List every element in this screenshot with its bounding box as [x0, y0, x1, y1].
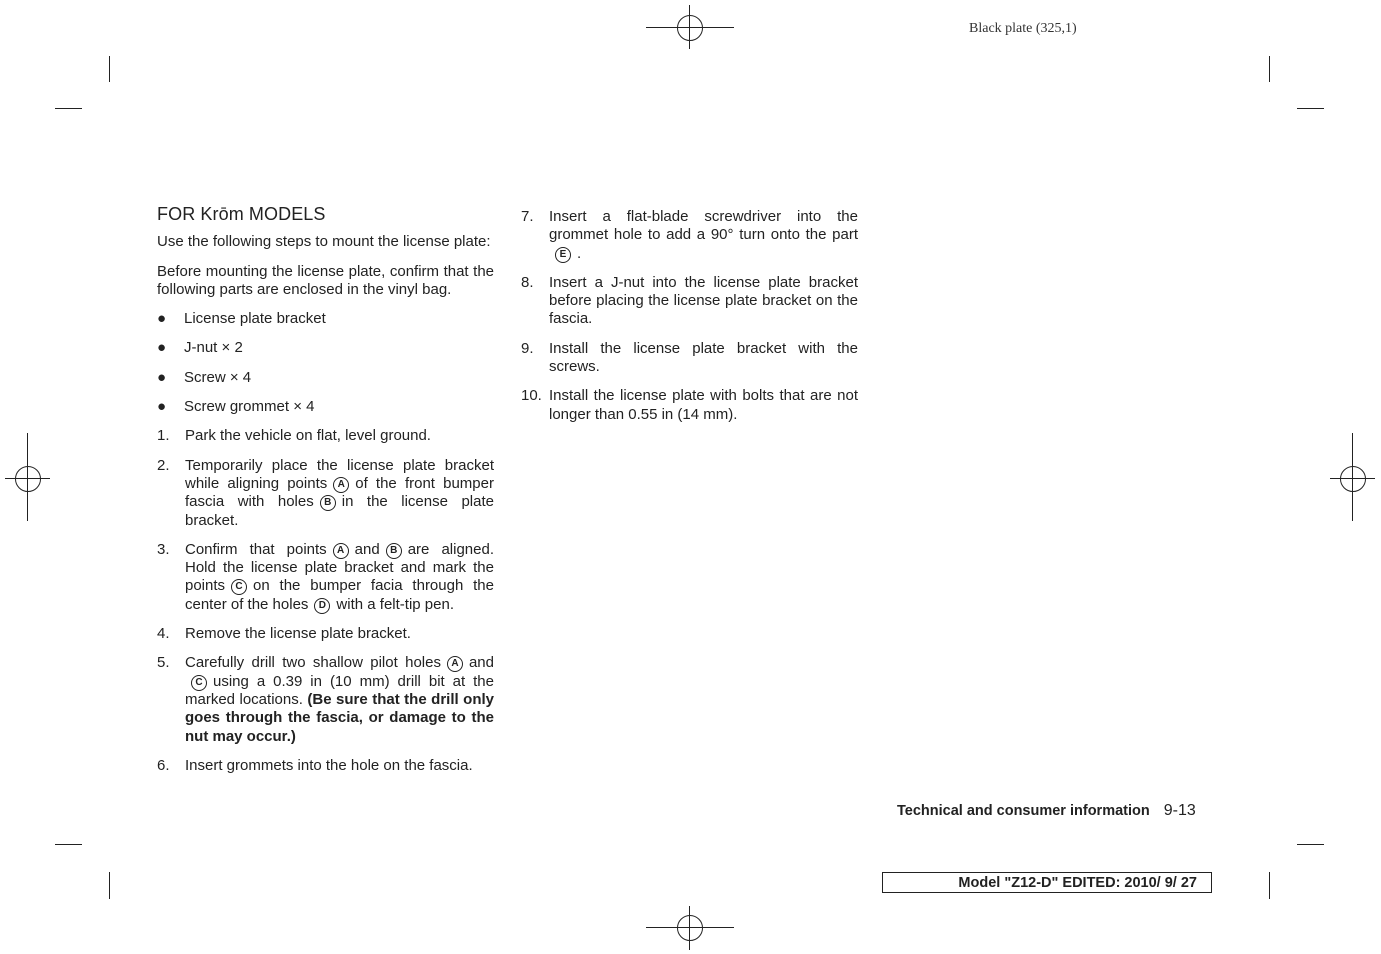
step-number: 3.	[157, 540, 170, 558]
callout-b-icon: B	[386, 543, 402, 559]
step-text: Insert a flat-blade screwdriver into the grommet hole to add a 90° turn onto the part	[549, 208, 858, 244]
callout-e-icon: E	[555, 247, 571, 263]
step-text: Carefully drill two shallow pilot holes	[185, 654, 441, 672]
step-number: 4.	[157, 625, 170, 643]
step-text: Install the license plate bracket with the screws.	[549, 339, 858, 376]
plate-note: Black plate (325,1)	[969, 21, 1077, 36]
step-5	[157, 654, 494, 745]
step-number: 1.	[157, 427, 170, 445]
callout-a-icon: A	[333, 543, 349, 559]
bullet-icon: ●	[157, 368, 167, 386]
list-item	[157, 310, 494, 328]
step-number: 6.	[157, 756, 170, 774]
step-9	[521, 340, 858, 377]
step-4	[157, 625, 494, 643]
step-2	[157, 457, 494, 530]
bullet-icon: ●	[157, 398, 167, 416]
step-6	[157, 757, 494, 775]
step-text: Temporarily place the license plate bracket while aligning points	[185, 456, 494, 492]
step-text: and	[354, 540, 380, 558]
step-number: 10.	[521, 387, 542, 405]
right-column	[521, 208, 858, 435]
callout-b-icon: B	[320, 495, 336, 511]
step-number: 8.	[521, 273, 534, 291]
callout-c-icon: C	[191, 675, 207, 691]
step-text: on the bumper facia through the center of the holes	[185, 577, 494, 613]
step-text: are aligned. Hold the license plate bracket and mark the points	[185, 540, 494, 595]
step-3	[157, 541, 494, 614]
intro-paragraph-1: Use the following steps to mount the license plate:	[157, 233, 491, 251]
model-edit-box: Model "Z12-D" EDITED: 2010/ 9/ 27	[882, 872, 1212, 893]
callout-d-icon: D	[314, 598, 330, 614]
bullet-icon: ●	[157, 339, 167, 357]
step-number: 7.	[521, 208, 534, 225]
step-number: 9.	[521, 339, 534, 357]
list-item	[157, 398, 494, 416]
section-heading: FOR Krōm MODELS	[157, 204, 326, 224]
step-text: Insert grommets into the hole on the fascia.	[185, 756, 473, 774]
callout-a-icon: A	[447, 656, 463, 672]
callout-c-icon: C	[231, 579, 247, 595]
step-text: using a 0.39 in (10 mm) drill bit at the marked locations.	[185, 672, 494, 708]
warning-text: (Be sure that the drill only goes through the fascia, or damage to the nut may occur.)	[185, 690, 494, 745]
step-7	[521, 208, 858, 263]
bullet-text: License plate bracket	[184, 310, 326, 328]
bullet-text: J-nut × 2	[184, 339, 243, 357]
step-8	[521, 274, 858, 329]
step-text: of the front bumper fascia with holes	[185, 474, 494, 511]
step-text: with a felt-tip pen.	[336, 595, 454, 613]
step-text: Park the vehicle on flat, level ground.	[185, 427, 431, 445]
step-number: 5.	[157, 654, 170, 672]
bullet-icon: ●	[157, 310, 167, 328]
list-item	[157, 369, 494, 387]
step-text: in the license plate bracket.	[185, 493, 494, 529]
step-text: .	[577, 244, 582, 262]
intro-paragraph-2: Before mounting the license plate, confirm that the following parts are enclosed in the vinyl bag.	[157, 262, 494, 298]
bullet-text: Screw grommet × 4	[184, 398, 315, 416]
section-name: Technical and consumer information	[897, 803, 1150, 819]
step-1	[157, 427, 494, 445]
bullet-text: Screw × 4	[184, 368, 252, 386]
page-number: 9-13	[1163, 802, 1196, 819]
step-text: Insert a J-nut into the license plate bracket before placing the license plate bracket on the fascia.	[549, 273, 858, 328]
list-item	[157, 339, 494, 357]
step-10	[521, 387, 858, 424]
step-number: 2.	[157, 456, 170, 474]
step-text: Remove the license plate bracket.	[185, 625, 411, 643]
step-text: and	[468, 654, 494, 672]
callout-a-icon: A	[333, 477, 349, 493]
step-text: Install the license plate with bolts that are not longer than 0.55 in (14 mm).	[549, 387, 858, 423]
left-column	[157, 205, 494, 786]
footer-section-info	[897, 802, 1196, 820]
step-text: Confirm that points	[185, 540, 327, 558]
